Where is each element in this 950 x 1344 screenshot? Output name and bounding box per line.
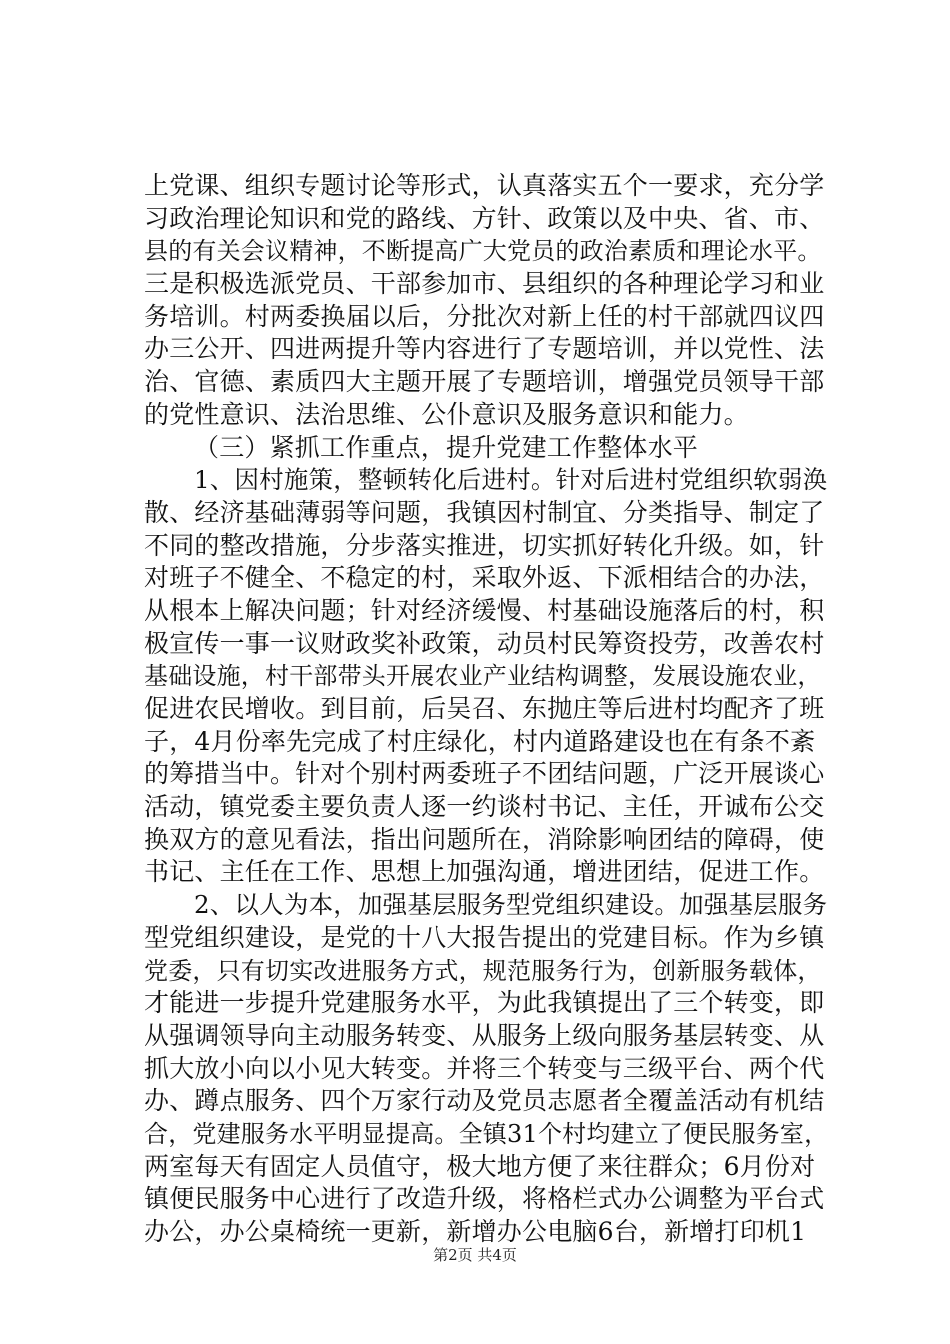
text-line: 极宣传一事一议财政奖补政策，动员村民筹资投劳，改善农村	[144, 628, 825, 658]
text-line: 1、因村施策，整顿转化后进村。针对后进村党组织软弱涣	[194, 465, 828, 495]
text-line: 促进农民增收。到目前，后吴召、东抛庄等后进村均配齐了班	[144, 694, 825, 723]
text-line: 书记、主任在工作、思想上加强沟通，增进团结，促进工作。	[144, 857, 825, 887]
text-line: 县的有关会议精神，不断提高广大党员的政治素质和理论水平。	[144, 237, 822, 266]
section-heading: （三）紧抓工作重点，提升党建工作整体水平	[194, 432, 699, 462]
text-line: 基础设施，村干部带头开展农业产业结构调整，发展设施农业，	[144, 662, 822, 691]
text-line: 从强调领导向主动服务转变、从服务上级向服务基层转变、从	[144, 1020, 825, 1050]
text-line: 对班子不健全、不稳定的村，采取外返、下派相结合的办法，	[144, 563, 825, 593]
text-line: 办三公开、四进两提升等内容进行了专题培训，并以党性、法	[144, 334, 825, 364]
text-line: 镇便民服务中心进行了改造升级，将格栏式办公调整为平台式	[144, 1184, 825, 1214]
text-line: 治、官德、素质四大主题开展了专题培训，增强党员领导干部	[144, 367, 825, 397]
text-line: 从根本上解决问题；针对经济缓慢、村基础设施落后的村，积	[144, 595, 825, 625]
text-line: 的党性意识、法治思维、公仆意识及服务意识和能力。	[144, 399, 749, 429]
text-line: 才能进一步提升党建服务水平，为此我镇提出了三个转变，即	[144, 988, 825, 1018]
text-line: 上党课、组织专题讨论等形式，认真落实五个一要求，充分学	[144, 171, 825, 200]
text-line: 散、经济基础薄弱等问题，我镇因村制宜、分类指导、制定了	[144, 497, 825, 527]
text-line: 换双方的意见看法，指出问题所在，消除影响团结的障碍，使	[144, 824, 825, 854]
text-line: 2、以人为本，加强基层服务型党组织建设。加强基层服务	[194, 890, 828, 920]
body-text	[144, 170, 834, 1249]
page-footer: 第2页 共4页	[433, 1246, 517, 1264]
text-line: 子，4月份率先完成了村庄绿化，村内道路建设也在有条不紊	[144, 726, 816, 756]
text-line: 务培训。村两委换届以后，分批次对新上任的村干部就四议四	[144, 301, 825, 331]
text-line: 抓大放小向以小见大转变。并将三个转变与三级平台、两个代	[144, 1053, 825, 1083]
text-line: 合，党建服务水平明显提高。全镇31个村均建立了便民服务室，	[144, 1119, 829, 1148]
text-line: 型党组织建设，是党的十八大报告提出的党建目标。作为乡镇	[144, 922, 825, 952]
text-line: 活动，镇党委主要负责人逐一约谈村书记、主任，开诚布公交	[144, 792, 825, 822]
text-line: 办公，办公桌椅统一更新，新增办公电脑6台，新增打印机1	[144, 1217, 807, 1246]
text-line: 不同的整改措施，分步落实推进，切实抓好转化升级。如，针	[144, 530, 825, 560]
text-line: 办、蹲点服务、四个万家行动及党员志愿者全覆盖活动有机结	[144, 1086, 825, 1116]
text-line: 两室每天有固定人员值守，极大地方便了来往群众；6月份对	[144, 1151, 816, 1181]
text-line: 习政治理论知识和党的路线、方针、政策以及中央、省、市、	[144, 203, 825, 233]
text-line: 党委，只有切实改进服务方式，规范服务行为，创新服务载体，	[144, 956, 822, 985]
text-line: 三是积极选派党员、干部参加市、县组织的各种理论学习和业	[144, 269, 825, 299]
text-line: 的筹措当中。针对个别村两委班子不团结问题，广泛开展谈心	[144, 759, 825, 789]
